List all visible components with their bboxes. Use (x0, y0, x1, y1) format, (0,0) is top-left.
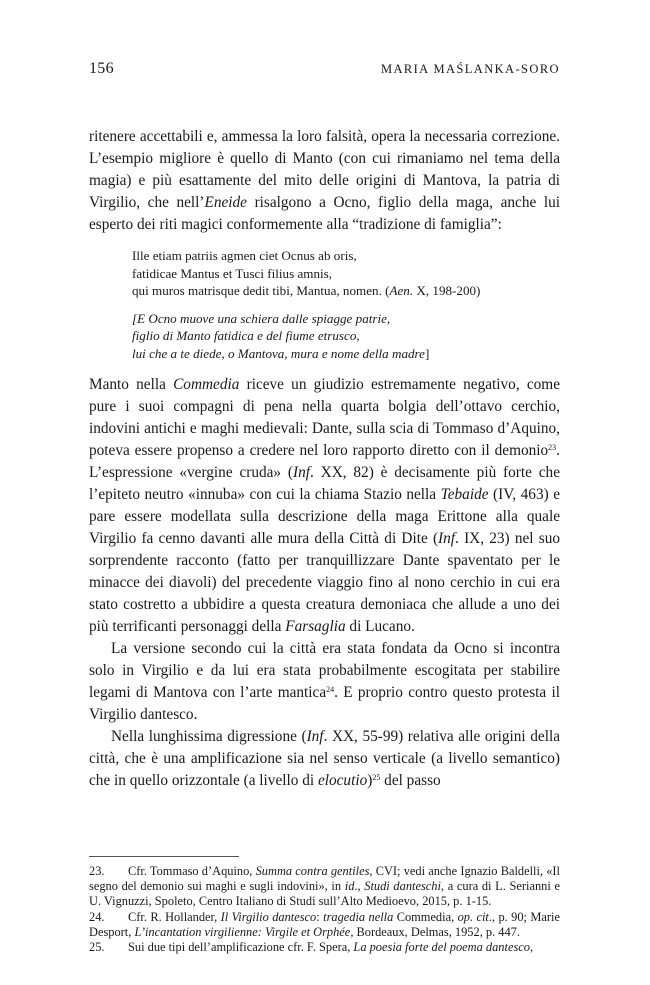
verse-line: qui muros matrisque dedit tibi, Mantua, nomen. (Aen. X, 198-200) (132, 283, 481, 298)
page-header (89, 60, 560, 80)
paragraph: La versione secondo cui la città era stata fondata da Ocno si incontra solo in Virgilio e da lui era stata probabilmente escogitata per stabilire legami di Mantova con l’arte mantica$^{24}$. E proprio contro questo protesta il Virgilio dantesco. (89, 640, 560, 723)
verse-line: figlio di Manto fatidica e del fiume etrusco, (132, 328, 360, 343)
footnote: 25. Sui due tipi dell’amplificazione cfr. F. Spera, La poesia forte del poema dantesco, (89, 940, 534, 955)
latin-quotation (89, 247, 560, 300)
running-head: MARIA MAŚLANKA-SORO (380, 62, 560, 76)
verse-line: [E Ocno muove una schiera dalle spiagge patrie, (132, 310, 391, 326)
verse-line: lui che a te diede, o Mantova, mura e nome della madre] (132, 345, 430, 361)
source-reference: Aen. (389, 283, 414, 298)
footnote-ref: 25 (372, 773, 381, 782)
footnote: 23. Cfr. Tommaso d’Aquino, Summa contra gentiles, CVI; vedi anche Ignazio Baldelli, «Il segno del demonio sui maghi e sugli indovini», in id., Studi danteschi, a cura di L. Serianni e U. Vignuzzi, Spoleto, Centro Italiano di Studi sull’Alto Medioevo, 2015, p. 1-15. (89, 864, 560, 909)
page-number: 156 (89, 60, 114, 77)
footnote-ref: 23 (548, 443, 557, 452)
paragraph: Manto nella Commedia riceve un giudizio estremamente negativo, come pure i suoi compagni di pena nella quarta bolgia dell’ottavo cerchio, indovini antichi e maghi medievali: Dante, sulla scia di Tommaso d’Aquino, poteva essere propenso a credere nel loro rapporto diretto con il demonio$^{23}$. L’espressione «vergine cruda» (Inf. XX, 82) è decisamente più forte che l’epiteto neutro «innuba» con cui la chiama Stazio nella Tebaide (IV, 463) e pare essere modellata sulla descrizione della maga Erittone alla quale Virgilio fa cenno davanti alle mura della Città di Dite (Inf. IX, 23) nel suo sorprendente racconto (fatto per tranquillizzare Dante spaventato per le minacce dei diavoli) del precedente viaggio fino al nono cerchio in cui era stato costretto a ubbidire a questa creatura demoniaca che allude a uno dei più terrificanti personaggi della Farsaglia di Lucano. (89, 376, 560, 635)
paragraph: Nella lunghissima digressione (Inf. XX, 55-99) relativa alle origini della città, che è una amplificazione sia nel senso verticale (a livello semantico) che in quello orizzontale (a livello di elocutio)$^{25}$ del passo (89, 728, 560, 789)
body-text (89, 126, 560, 792)
footnote: 24. Cfr. R. Hollander, Il Virgilio dantesco: tragedia nella Commedia, op. cit., p. 90; Marie Desport, L’incantation virgilienne: Virgile et Orphée, Bordeaux, Delmas, 1952, p. 447. (89, 909, 560, 939)
paragraph: ritenere accettabili e, ammessa la loro falsità, opera la necessaria correzione. L’esempio migliore è quello di Manto (con cui rimaniamo nel tema della magia) e più esattamente del mito delle origini di Mantova, la patria di Virgilio, che nell’Eneide risalgono a Ocno, figlio della maga, anche lui esperto dei riti magici conformemente alla “tradizione di famiglia”: (89, 128, 560, 233)
footnote-number: 24. (89, 909, 105, 924)
footnote-separator (89, 856, 239, 857)
footnote-ref: 24 (326, 685, 335, 694)
verse-line: Ille etiam patriis agmen ciet Ocnus ab oris, (132, 248, 357, 263)
italian-translation (89, 310, 560, 363)
verse-line: fatidicae Mantus et Tusci filius amnis, (132, 265, 333, 281)
footnote-number: 23. (89, 864, 105, 878)
footnote-number: 25. (89, 940, 105, 955)
footnotes (89, 864, 560, 955)
